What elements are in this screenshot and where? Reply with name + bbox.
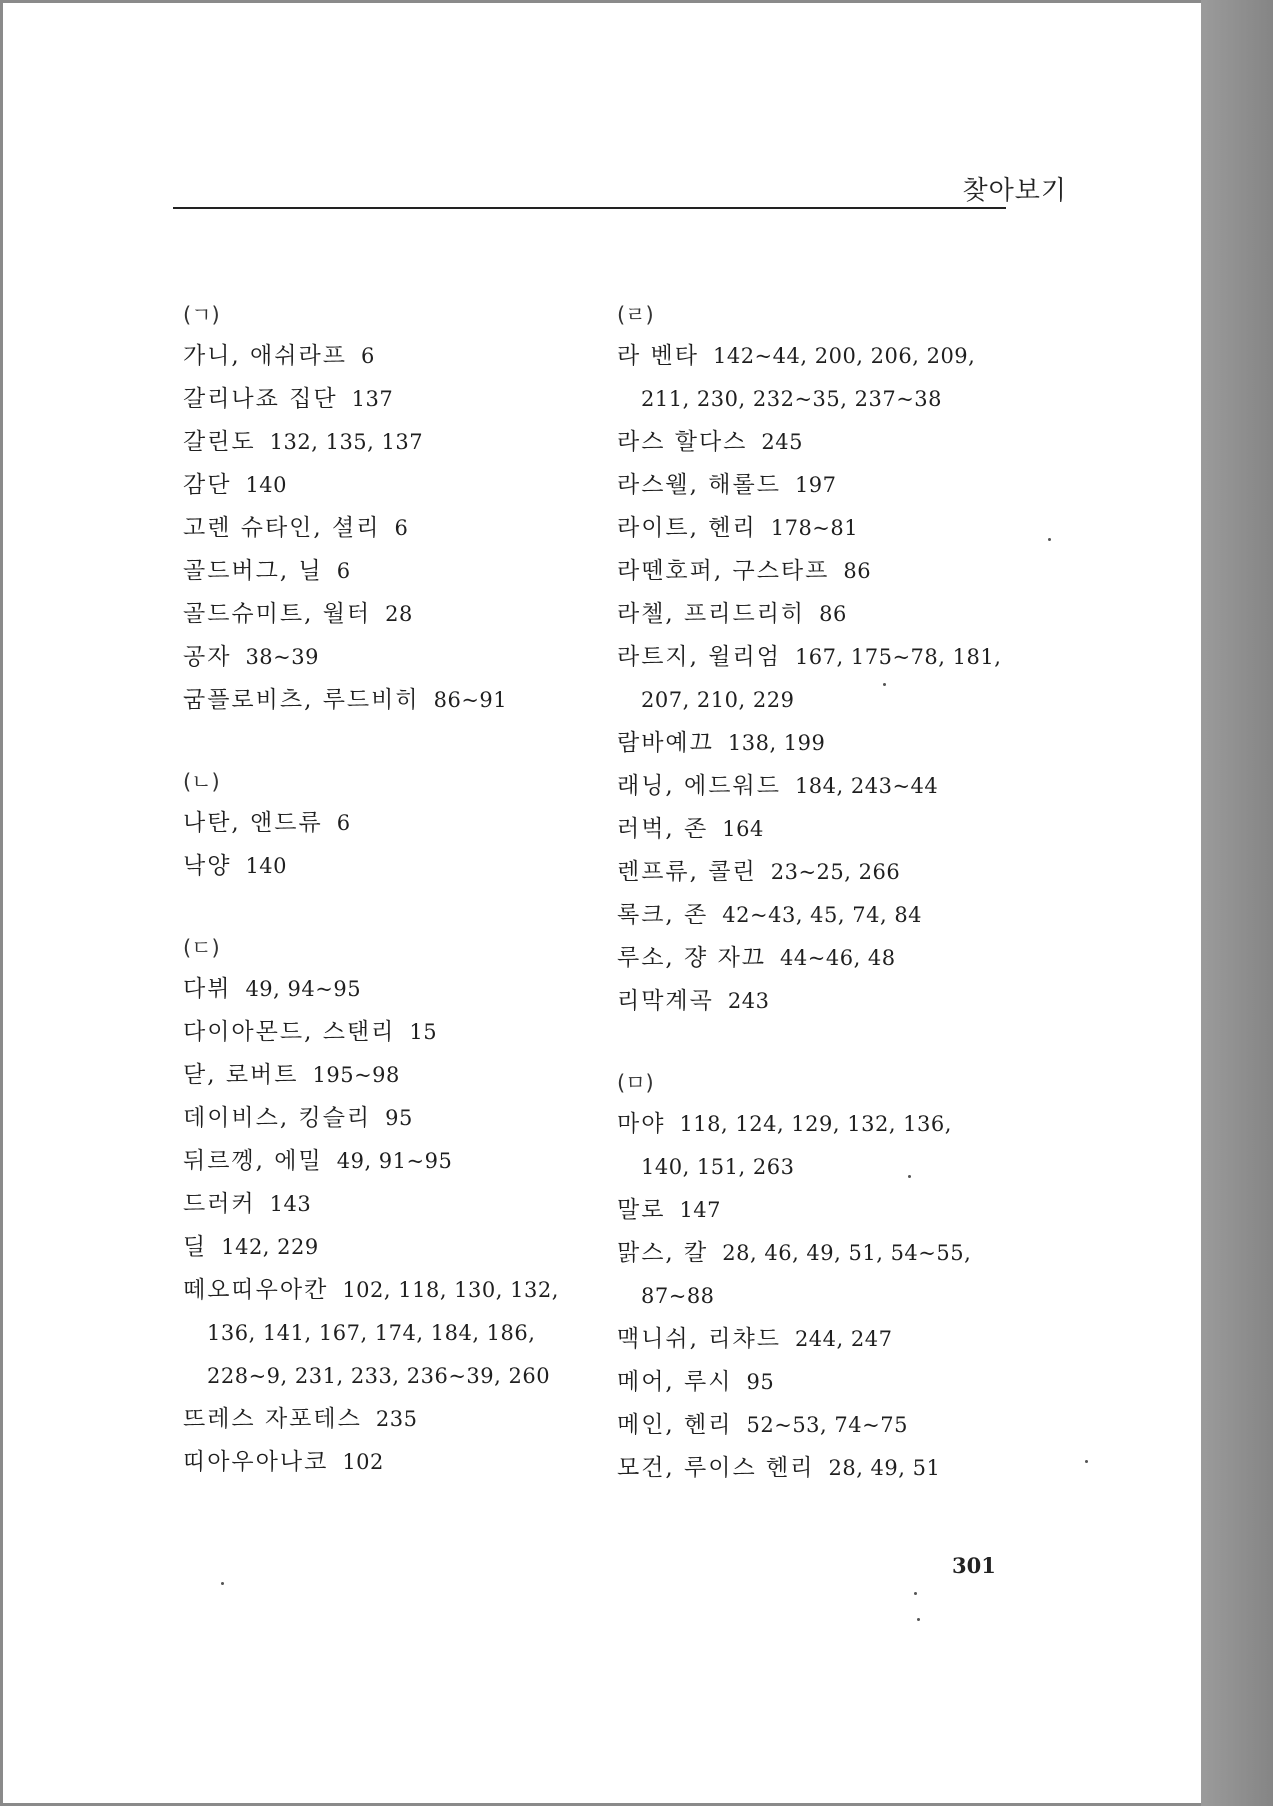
index-pages: 167, 175~78, 181,	[794, 645, 1002, 669]
index-pages: 6	[360, 344, 375, 368]
index-term: 라이트, 헨리	[617, 515, 757, 541]
index-entry	[617, 550, 1037, 593]
index-entry-continuation	[617, 378, 1037, 421]
index-term: 라트지, 윌리엄	[617, 644, 781, 670]
index-entry	[617, 1189, 1037, 1232]
index-entry	[183, 802, 623, 845]
index-entry	[617, 421, 1037, 464]
index-term: 뒤르껭, 에밀	[183, 1148, 323, 1174]
index-pages: 44~46, 48	[780, 946, 896, 970]
index-term: 메어, 루시	[617, 1369, 733, 1395]
index-entry	[183, 1183, 623, 1226]
index-term: 루소, 쟝 자끄	[617, 945, 767, 971]
index-pages: 6	[394, 516, 409, 540]
index-pages: 138, 199	[727, 731, 826, 755]
index-term: 골드버그, 닐	[183, 558, 323, 584]
index-pages: 49, 94~95	[245, 977, 362, 1001]
index-entry-continuation	[183, 1312, 623, 1355]
index-pages: 245	[761, 430, 803, 454]
index-term: 러벅, 존	[617, 816, 709, 842]
index-entry	[617, 636, 1037, 679]
index-entry	[617, 1318, 1037, 1361]
index-entry	[183, 845, 623, 888]
index-entry	[183, 1011, 623, 1054]
index-section-label: (ㄴ)	[183, 770, 220, 794]
index-term: 가니, 애쉬라프	[183, 343, 347, 369]
index-term: 래닝, 에드워드	[617, 773, 781, 799]
index-pages: 211, 230, 232~35, 237~38	[641, 387, 943, 411]
index-term: 맑스, 칼	[617, 1240, 709, 1266]
index-entry	[617, 1361, 1037, 1404]
index-entry	[617, 851, 1037, 894]
index-entry	[183, 1054, 623, 1097]
section-gap	[617, 1023, 1037, 1063]
index-entry	[617, 507, 1037, 550]
index-pages: 243	[727, 989, 770, 1013]
index-entry	[183, 1441, 623, 1484]
index-pages: 184, 243~44	[794, 774, 939, 798]
index-term: 라뗀호퍼, 구스타프	[617, 558, 830, 584]
index-term: 딜	[183, 1234, 208, 1260]
index-pages: 28, 49, 51	[828, 1456, 941, 1480]
index-pages: 52~53, 74~75	[746, 1413, 908, 1437]
index-entry	[183, 507, 623, 550]
index-pages: 140	[245, 473, 288, 497]
index-section-label: (ㄷ)	[183, 936, 220, 960]
index-entry	[183, 1097, 623, 1140]
running-header-title: 찾아보기	[962, 176, 1067, 206]
index-column-right	[617, 295, 1037, 1490]
index-entry	[183, 378, 623, 421]
page-number: 301	[952, 1553, 996, 1578]
index-pages: 197	[794, 473, 837, 497]
index-section-label: (ㄹ)	[617, 303, 654, 327]
index-term: 갈리나죠 집단	[183, 386, 338, 412]
index-entry	[183, 968, 623, 1011]
index-entry	[183, 1398, 623, 1441]
header-rule	[173, 207, 1006, 209]
index-pages: 86~91	[433, 688, 508, 712]
index-entry	[183, 636, 623, 679]
index-term: 골드슈미트, 월터	[183, 601, 372, 627]
index-term: 메인, 헨리	[617, 1412, 733, 1438]
index-entry-continuation	[183, 1355, 623, 1398]
index-term: 떼오띠우아칸	[183, 1277, 329, 1303]
index-term: 리막계곡	[617, 988, 714, 1014]
index-term: 띠아우아나코	[183, 1449, 329, 1475]
index-term: 라스 할다스	[617, 429, 748, 455]
index-entry	[183, 1269, 623, 1312]
index-term: 말로	[617, 1197, 666, 1223]
index-term: 고렌 슈타인, 셜리	[183, 515, 381, 541]
viewer-background	[1201, 0, 1273, 1806]
scan-speck	[908, 1175, 911, 1178]
index-term: 라스웰, 해롤드	[617, 472, 781, 498]
index-pages: 23~25, 266	[770, 860, 901, 884]
index-term: 맥니쉬, 리챠드	[617, 1326, 781, 1352]
index-term: 다뷔	[183, 976, 232, 1002]
index-entry	[617, 937, 1037, 980]
index-term: 갈린도	[183, 429, 256, 455]
index-term: 록크, 존	[617, 902, 709, 928]
index-pages: 244, 247	[794, 1327, 893, 1351]
index-pages: 195~98	[312, 1063, 400, 1087]
index-entry-continuation	[617, 1146, 1037, 1189]
index-pages: 147	[679, 1198, 722, 1222]
index-term: 람바예끄	[617, 730, 714, 756]
index-pages: 142~44, 200, 206, 209,	[712, 344, 976, 368]
index-pages: 118, 124, 129, 132, 136,	[679, 1112, 952, 1136]
index-entry	[617, 593, 1037, 636]
index-term: 닫, 로버트	[183, 1062, 299, 1088]
index-term: 공자	[183, 644, 232, 670]
index-pages: 95	[385, 1106, 413, 1130]
index-entry	[183, 335, 623, 378]
index-pages: 102	[342, 1450, 384, 1474]
index-pages: 42~43, 45, 74, 84	[722, 903, 923, 927]
index-term: 데이비스, 킹슬리	[183, 1105, 372, 1131]
index-entry	[617, 1447, 1037, 1490]
index-entry	[617, 722, 1037, 765]
index-entry	[183, 1226, 623, 1269]
index-pages: 28, 46, 49, 51, 54~55,	[722, 1241, 972, 1265]
index-pages: 136, 141, 167, 174, 184, 186,	[207, 1321, 536, 1345]
index-pages: 143	[269, 1192, 312, 1216]
index-entry	[617, 808, 1037, 851]
index-entry	[617, 765, 1037, 808]
index-pages: 86	[843, 559, 872, 583]
index-entry	[183, 550, 623, 593]
section-gap	[183, 888, 623, 928]
index-term: 뜨레스 자포테스	[183, 1406, 362, 1432]
index-entry	[183, 679, 623, 722]
index-term: 감단	[183, 472, 232, 498]
index-section-label: (ㅁ)	[617, 1071, 654, 1095]
index-term: 라 벤타	[617, 343, 699, 369]
index-entry	[183, 1140, 623, 1183]
index-pages: 137	[351, 387, 394, 411]
section-gap	[183, 722, 623, 762]
index-entry	[617, 464, 1037, 507]
index-term: 마야	[617, 1111, 666, 1137]
index-entry	[617, 1404, 1037, 1447]
index-term: 모건, 루이스 헨리	[617, 1455, 815, 1481]
index-term: 렌프류, 콜린	[617, 859, 757, 885]
index-pages: 140	[245, 854, 288, 878]
scan-speck	[917, 1618, 920, 1621]
index-entry	[617, 980, 1037, 1023]
index-entry	[617, 1103, 1037, 1146]
index-pages: 235	[375, 1407, 418, 1431]
index-pages: 207, 210, 229	[641, 688, 795, 712]
index-column-left	[183, 295, 623, 1484]
index-pages: 178~81	[770, 516, 859, 540]
index-entry	[617, 335, 1037, 378]
index-pages: 86	[819, 602, 847, 626]
scan-speck	[914, 1592, 917, 1595]
index-term: 다이아몬드, 스탠리	[183, 1019, 396, 1045]
index-entry	[617, 1232, 1037, 1275]
index-term: 나탄, 앤드류	[183, 810, 323, 836]
index-section-label: (ㄱ)	[183, 303, 220, 327]
index-pages: 102, 118, 130, 132,	[342, 1278, 559, 1302]
index-pages: 140, 151, 263	[641, 1155, 795, 1179]
index-pages: 87~88	[641, 1284, 715, 1308]
index-entry	[183, 421, 623, 464]
index-entry	[183, 593, 623, 636]
index-pages: 6	[336, 559, 351, 583]
index-term: 굼플로비츠, 루드비히	[183, 687, 420, 713]
index-entry-continuation	[617, 679, 1037, 722]
index-entry	[617, 894, 1037, 937]
index-pages: 95	[746, 1370, 775, 1394]
scan-speck	[1085, 1460, 1088, 1463]
scan-speck	[883, 683, 886, 686]
index-pages: 15	[409, 1020, 438, 1044]
index-entry	[183, 464, 623, 507]
index-term: 드러커	[183, 1191, 256, 1217]
index-pages: 132, 135, 137	[269, 430, 424, 454]
scan-speck	[221, 1582, 224, 1585]
index-entry-continuation	[617, 1275, 1037, 1318]
index-term: 라첼, 프리드리히	[617, 601, 806, 627]
scan-speck	[1048, 538, 1051, 541]
index-pages: 28	[385, 602, 413, 626]
index-pages: 228~9, 231, 233, 236~39, 260	[207, 1364, 551, 1388]
index-pages: 142, 229	[221, 1235, 319, 1259]
index-pages: 49, 91~95	[336, 1149, 453, 1173]
index-pages: 38~39	[245, 645, 319, 669]
index-pages: 6	[336, 811, 351, 835]
index-pages: 164	[722, 817, 764, 841]
index-term: 낙양	[183, 853, 232, 879]
